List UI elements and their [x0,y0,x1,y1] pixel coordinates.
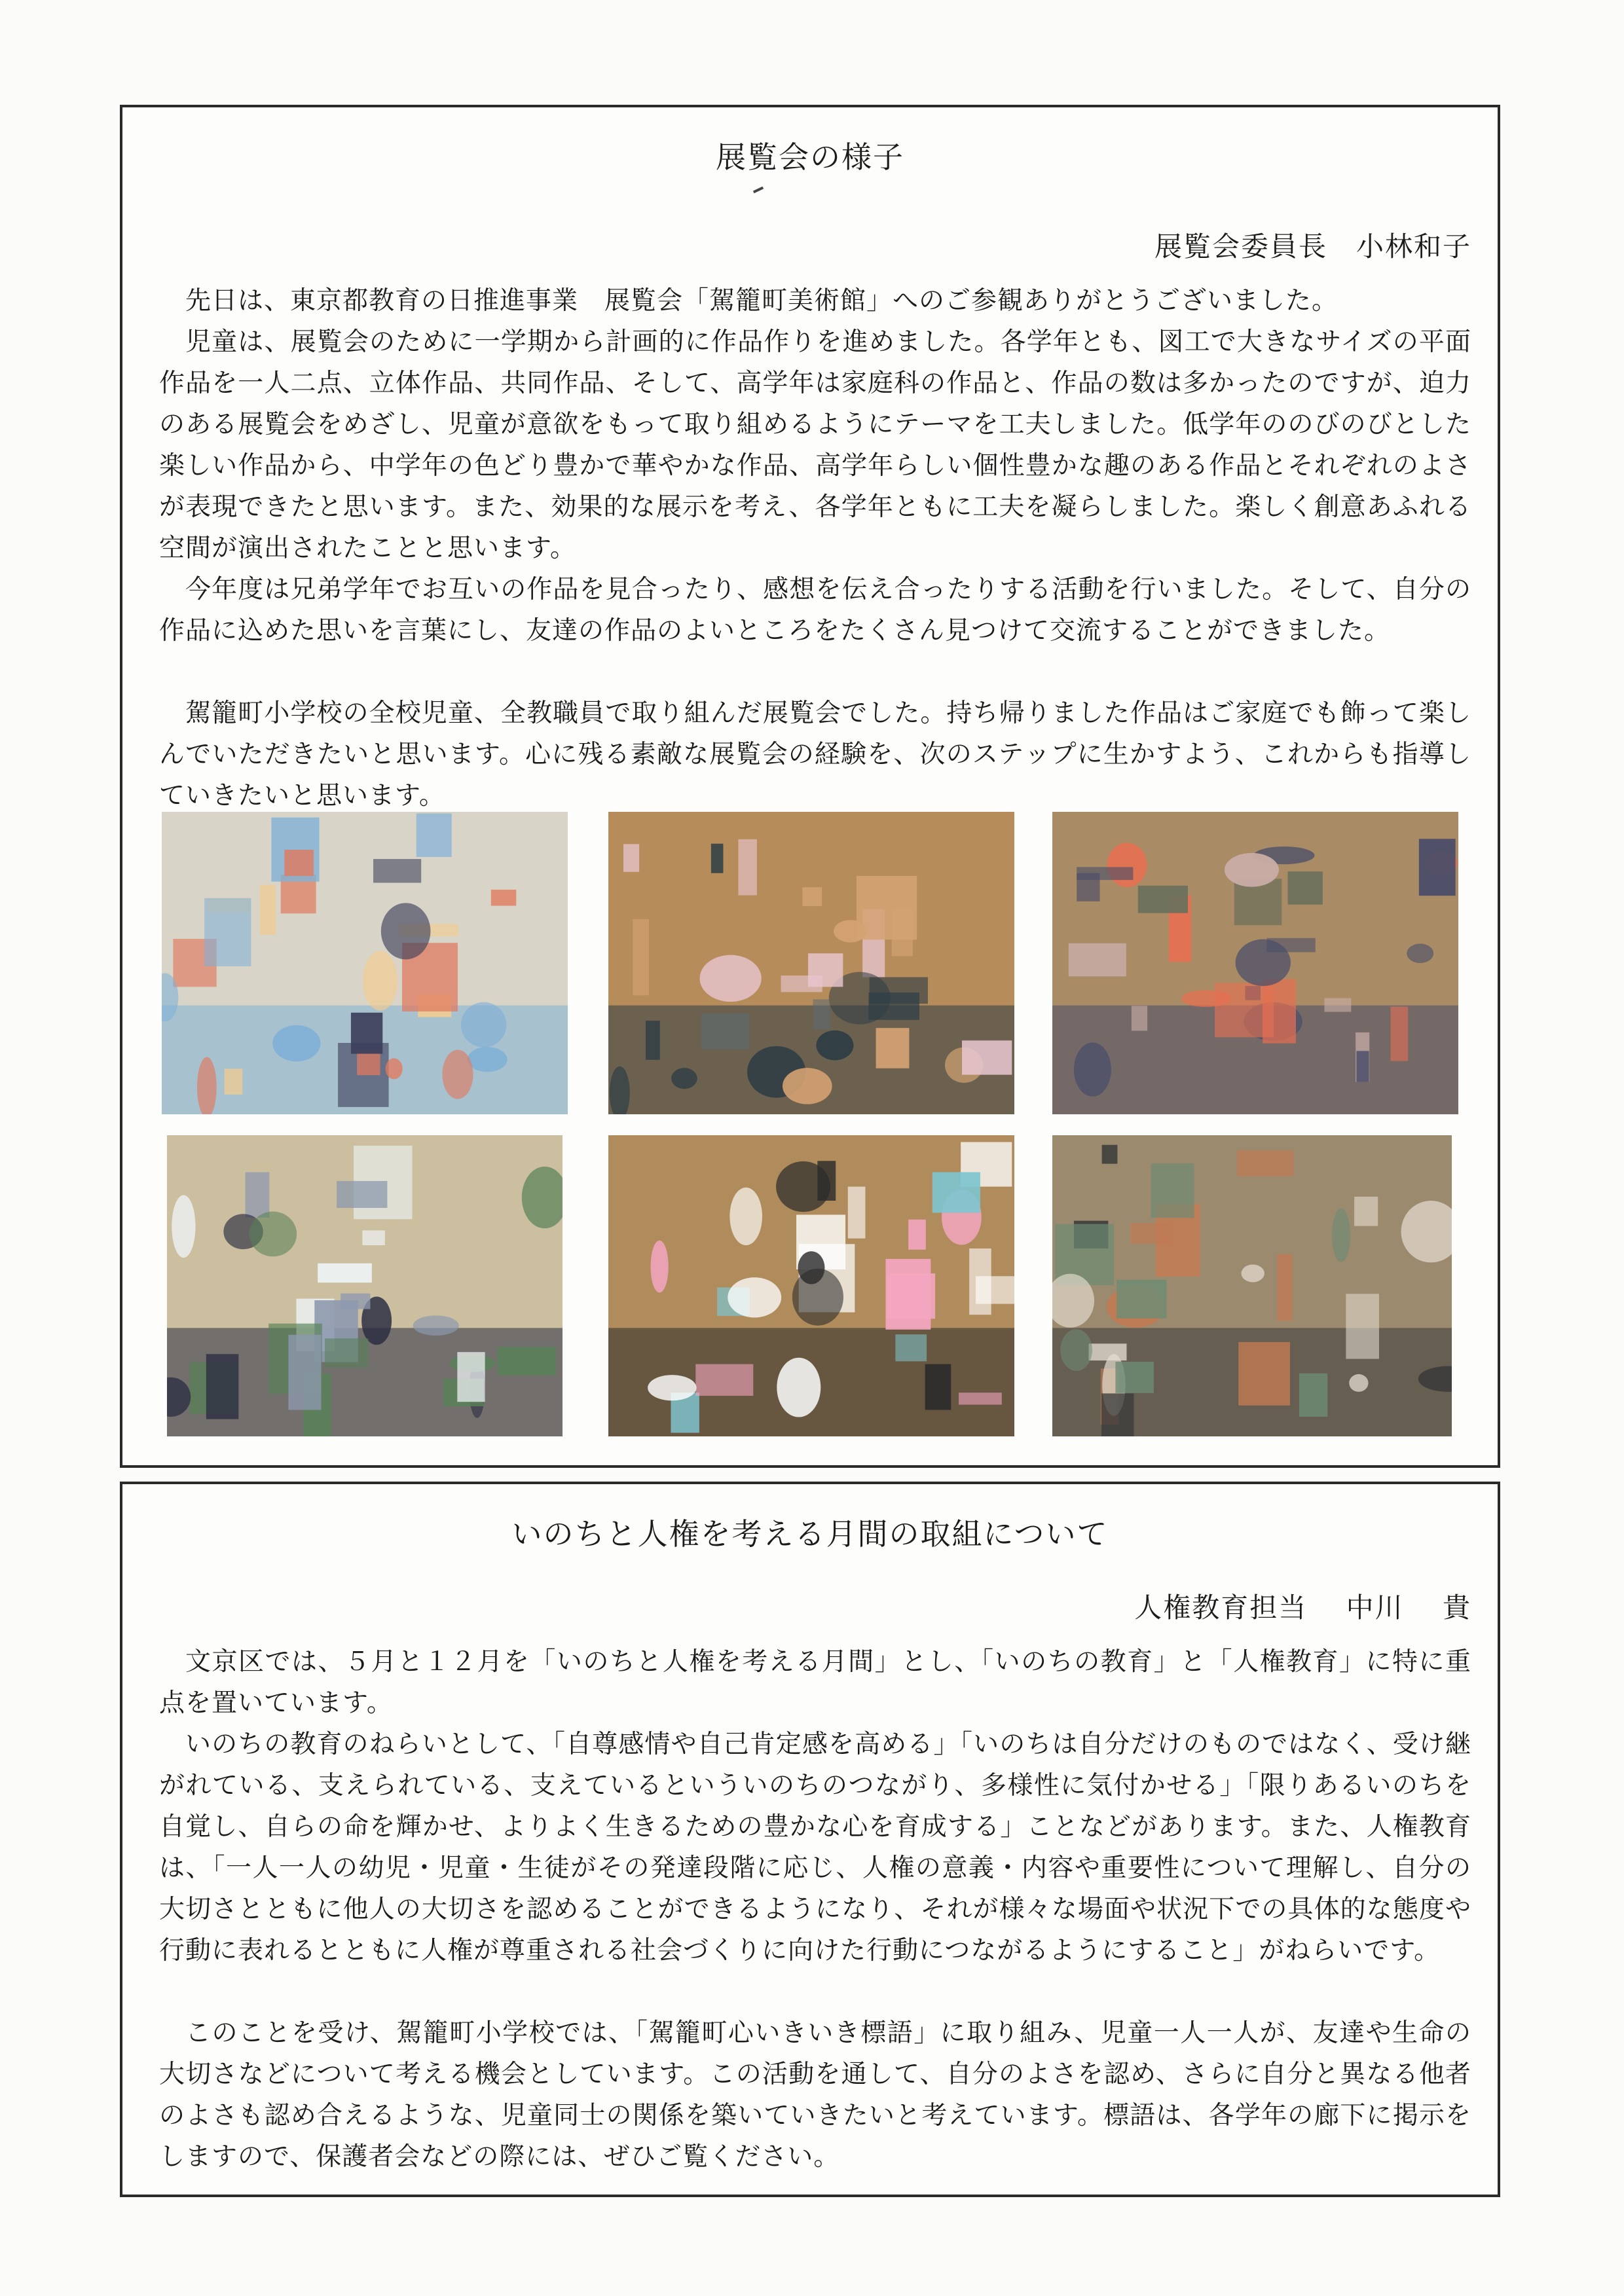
exhibition-section [120,105,1500,1468]
photo-3d-works [1052,812,1458,1114]
photo-gym-display [608,812,1014,1114]
section-author: 展覧会委員長 小林和子 [1154,230,1471,263]
paragraph: 駕籠町小学校の全校児童、全教職員で取り組んだ展覧会でした。持ち帰りました作品はご家庭でも飾って楽しんでいただきたいと思います。心に残る素敵な展覧会の経験を、次のステップに生かすよう、これからも指導していきたいと思います。 [159,699,1471,811]
section-title: 展覧会の様子 [716,139,904,175]
paragraph: このことを受け、駕籠町小学校では、「駕籠町心いきいき標語」に取り組み、児童一人一人が、友達や生命の大切さなどについて考える機会としています。この活動を通して、自分のよさを認め、さらに自分と異なる他者のよさも認め合えるような、児童同士の関係を築いていきたいと考えています。標語は、各学年の廊下に掲示をしますので、保護者会などの際には、ぜひご覧ください。 [159,2018,1472,2172]
human-rights-section [120,1482,1500,2197]
photo-artwork-wall [162,812,568,1114]
section-author: 人権教育担当 中川 貴 [1134,1592,1471,1624]
photo-children-table [608,1135,1014,1436]
paragraph: 児童は、展覧会のために一学期から計画的に作品作りを進めました。各学年とも、図工で大きなサイズの平面作品を一人二点、立体作品、共同作品、そして、高学年は家庭科の作品と、作品の数は多かったのですが、迫力のある展覧会をめざし、児童が意欲をもって取り組めるようにテーマを工夫しました。低学年ののびのびとした楽しい作品から、中学年の色どり豊かで華やかな作品、高学年らしい個性豊かな趣のある作品とそれぞれのよさが表現できたと思います。また、効果的な展示を考え、各学年ともに工夫を凝らしました。楽しく創意あふれる空間が演出されたことと思います。 [159,327,1471,563]
photo-children-paintings [167,1135,563,1436]
paragraph: 今年度は兄弟学年でお互いの作品を見合ったり、感想を伝え合ったりする活動を行いました。そして、自分の作品に込めた思いを言葉にし、友達の作品のよいところをたくさん見つけて交流することができました。 [159,575,1471,646]
section-title: いのちと人権を考える月間の取組について [511,1516,1109,1552]
paragraph: いのちの教育のねらいとして、「自尊感情や自己肯定感を高める」「いのちは自分だけのものではなく、受け継がれている、支えられている、支えているといういのちのつながり、多様性に気付かせる」「限りあるいのちを自覚し、自らの命を輝かせ、よりよく生きるための豊かな心を育成する」ことなどがあります。また、人権教育は、「一人一人の幼児・児童・生徒がその発達段階に応じ、人権の意義・内容や重要性について理解し、自分の大切さとともに他人の大切さを認めることができるようになり、それが様々な場面や状況下での具体的な態度や行動に表れるとともに人権が尊重される社会づくりに向けた行動につながるようにすること」がねらいです。 [159,1730,1471,1965]
paragraph: 文京区では、５月と１２月を「いのちと人権を考える月間」とし、「いのちの教育」と「人権教育」に特に重点を置いています。 [159,1647,1471,1718]
paragraph: 先日は、東京都教育の日推進事業 展覧会「駕籠町美術館」へのご参観ありがとうございました。 [185,286,1338,316]
photo-crafts-display [1052,1135,1452,1436]
